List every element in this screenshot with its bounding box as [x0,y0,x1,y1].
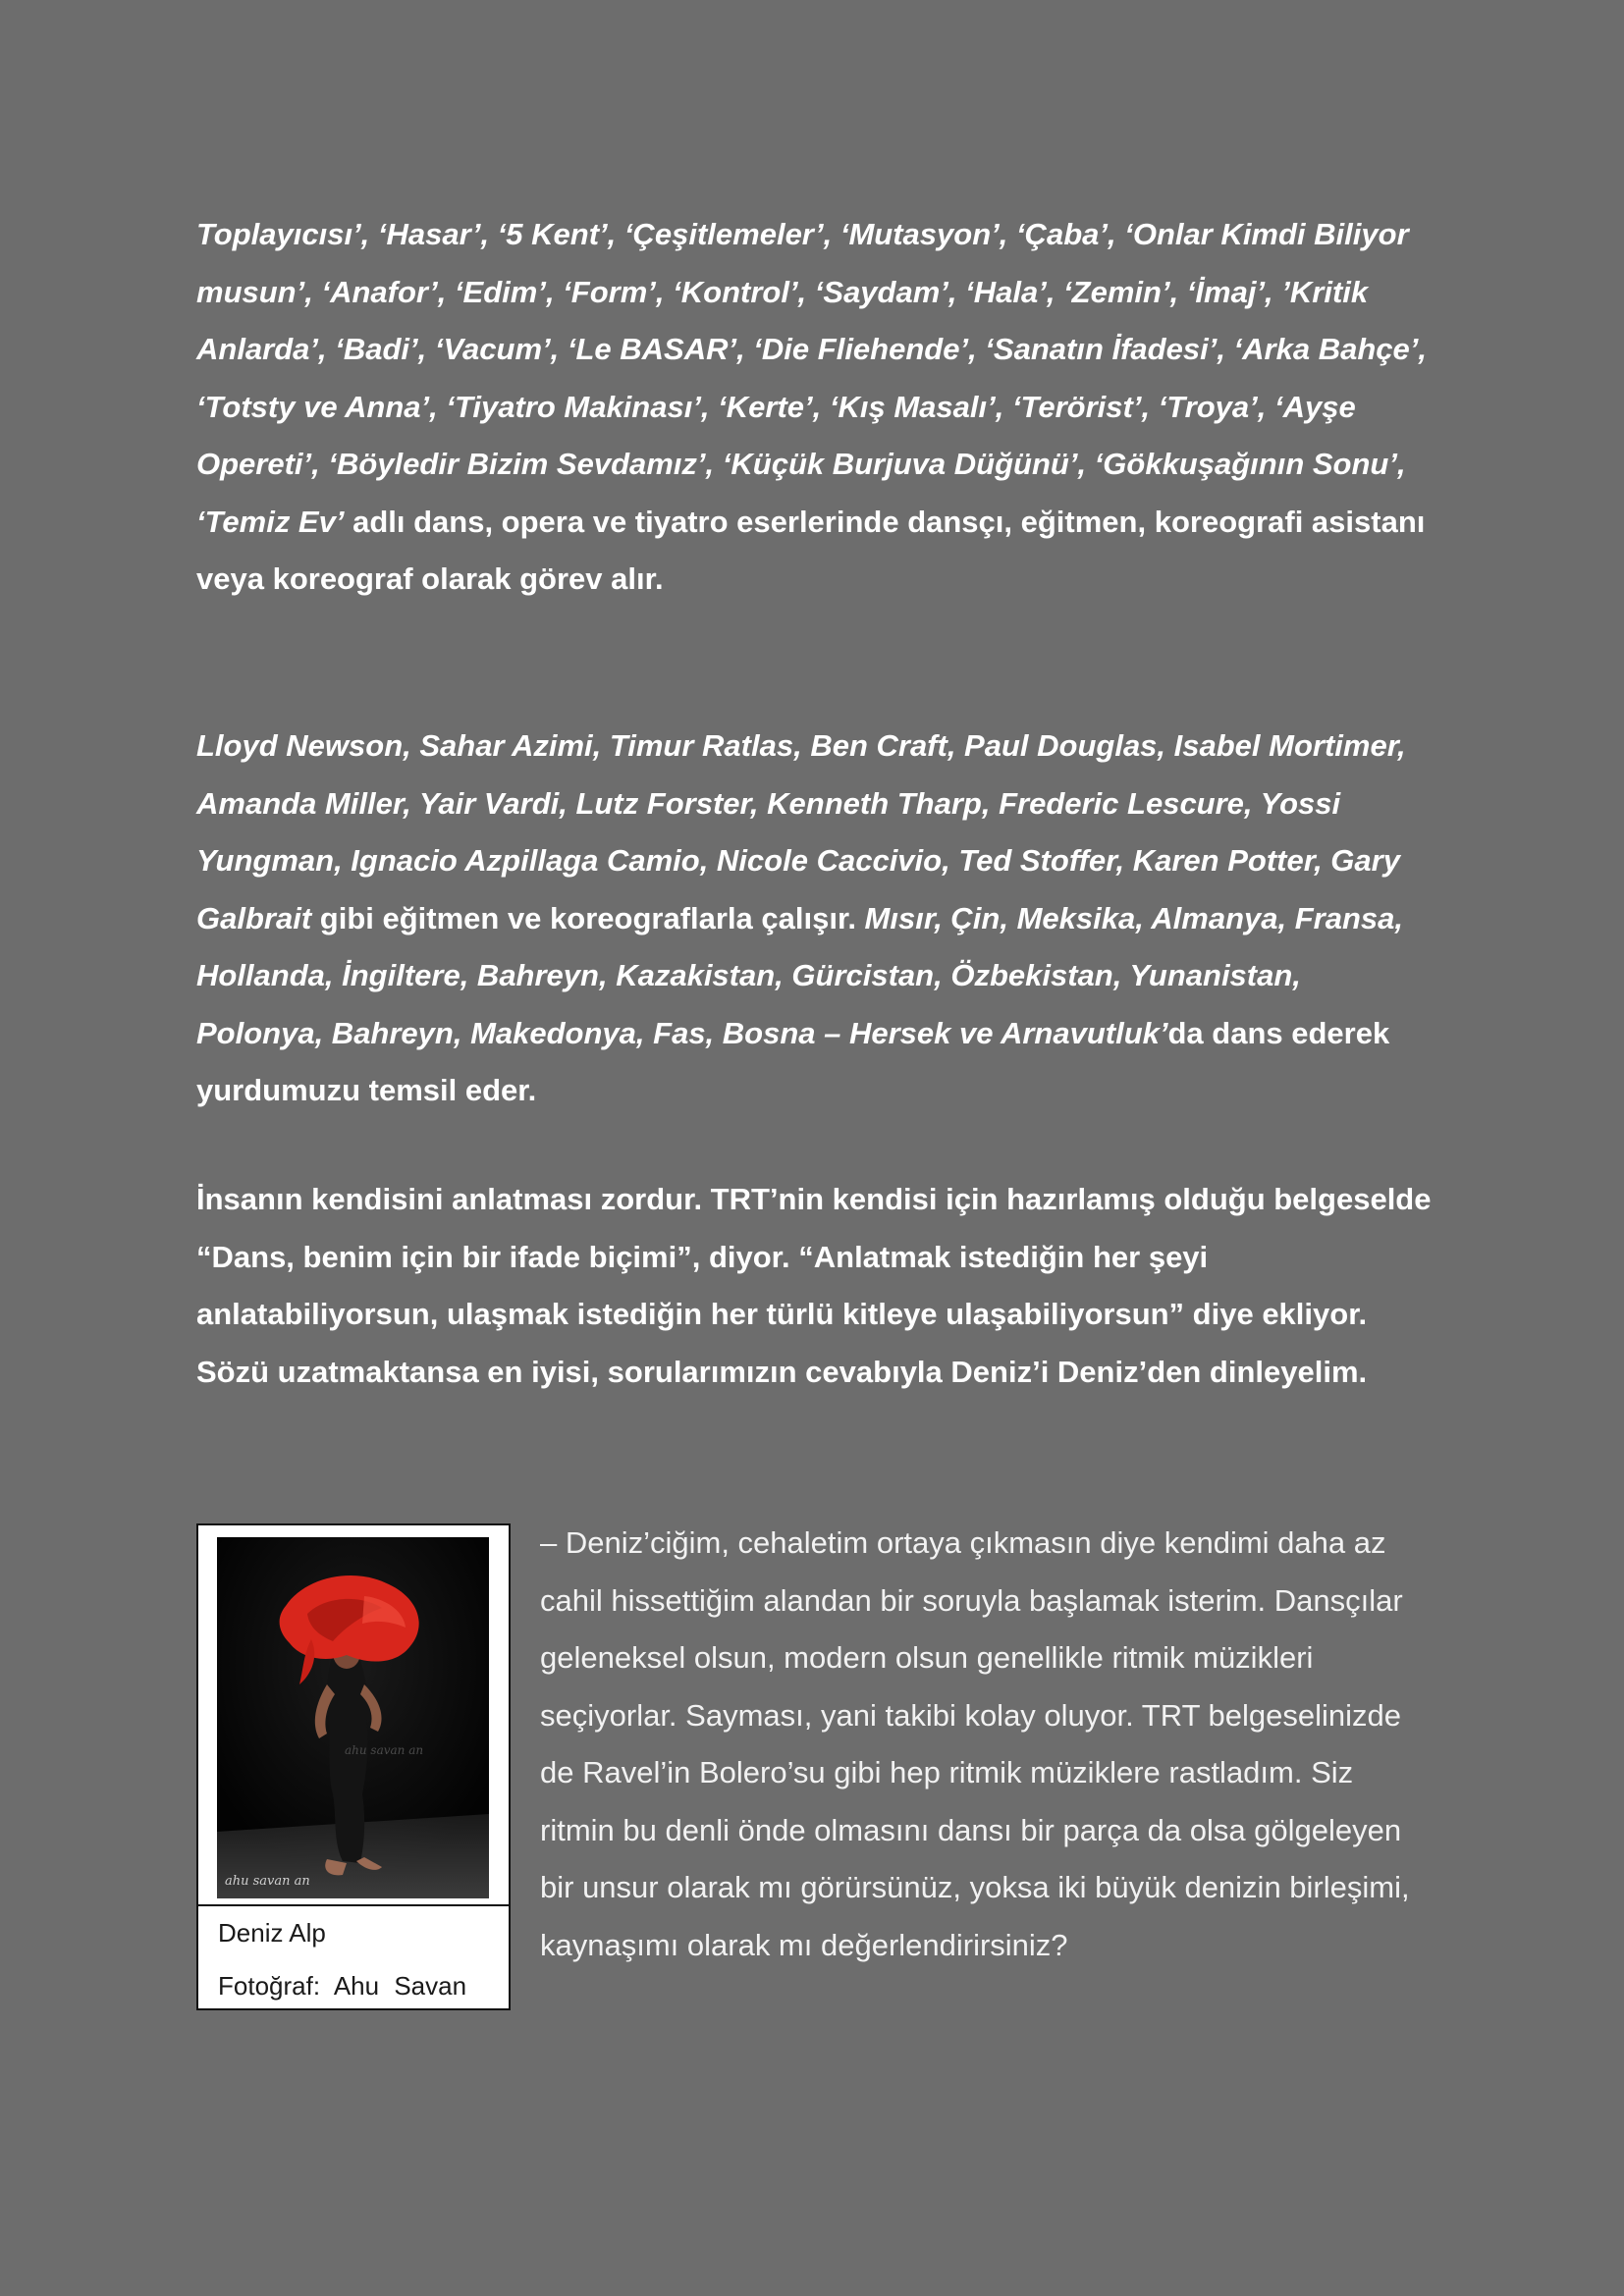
countries-tail: da dans ederek yurdumuzu temsil eder. [196,1015,1390,1107]
interview-question: – Deniz’ciğim, cehaletim ortaya çıkmasın diye kendimi daha az cahil hissettiğim alandan bir soruyla başlamak isterim. Dansçılar geleneksel olsun, modern olsun genellikle ritmik müzikleri seçiyorlar. Sayması, yani takibi kolay oluyor. TRT belgeselinizde de Ravel’in Bolero’su gibi hep ritmik müziklere rastladım. Siz ritmin bu denli önde olmasını dansı bir parça da olsa gölgeleyen bir unsur olarak mı görürsünüz, yoksa iki büyük denizin birleşimi, kaynaşımı olarak mı değerlendirirsiniz? [540,1525,1410,1962]
works-list: Toplayıcısı’, ‘Hasar’, ‘5 Kent’, ‘Çeşitlemeler’, ‘Mutasyon’, ‘Çaba’, ‘Onlar Kimdi Biliyor musun’, ‘Anafor’, ‘Edim’, ‘Form’, ‘Kontrol’, ‘Saydam’, ‘Hala’, ‘Zemin’, ‘İmaj’, ’Kritik Anlarda’, ‘Badi’, ‘Vacum’, ‘Le BASAR’, ‘Die Fliehende’, ‘Sanatın İfadesi’, ‘Arka Bahçe’, ‘Totsty ve Anna’, ‘Tiyatro Makinası’, ‘Kerte’, ‘Kış Masalı’, ‘Terörist’, ‘Troya’, ‘Ayşe Opereti’, ‘Böyledir Bizim Sevdamız’, ‘Küçük Burjuva Düğünü’, ‘Gökkuşağının Sonu’, ‘Temiz Ev’ [196,217,1427,539]
photo-watermark: ahu savan an [345,1743,424,1757]
paragraph-works [196,206,1434,609]
country-list: Mısır, Çin, Meksika, Almanya, Fransa, Hollanda, İngiltere, Bahreyn, Kazakistan, Gürcistan, Özbekistan, Yunanistan, Polonya, Bahreyn, Makedonya, Fas, Bosna – Hersek ve Arnavutluk’ [196,900,1404,1050]
works-tail: adlı dans, opera ve tiyatro eserlerinde dansçı, eğitmen, koreografi asistanı veya koreograf olarak görev alır. [196,504,1426,596]
caption-divider [198,1904,509,1906]
dancer-illustration [217,1537,489,1898]
caption-name: Deniz Alp [218,1918,326,1948]
photo-signature: ahu savan an [225,1874,310,1889]
collaborator-names: Lloyd Newson, Sahar Azimi, Timur Ratlas, Ben Craft, Paul Douglas, Isabel Mortimer, Amanda Miller, Yair Vardi, Lutz Forster, Kenneth Tharp, Frederic Lescure, Yossi Yungman, Ignacio Azpillaga Camio, Nicole Caccivio, Ted Stoffer, Karen Potter, Gary Galbrait [196,728,1406,935]
paragraph-collaborators [196,718,1434,1120]
photo-figure [196,1523,511,2010]
paragraph-intro: İnsanın kendisini anlatması zordur. TRT’nin kendisi için hazırlamış olduğu belgeselde “Dans, benim için bir ifade biçimi”, diyor. “Anlatmak istediğin her şeyi anlatabiliyorsun, ulaşmak istediğin her türlü kitleye ulaşabiliyorsun” diye ekliyor. Sözü uzatmaktansa en iyisi, sorularımızın cevabıyla Deniz’i Deniz’den dinleyelim. [196,1182,1432,1389]
dancer-photo [217,1537,489,1898]
caption-credit: Fotoğraf: Ahu Savan [218,1971,467,2001]
collaborators-middle: gibi eğitmen ve koreograflarla çalışır. [311,900,865,935]
